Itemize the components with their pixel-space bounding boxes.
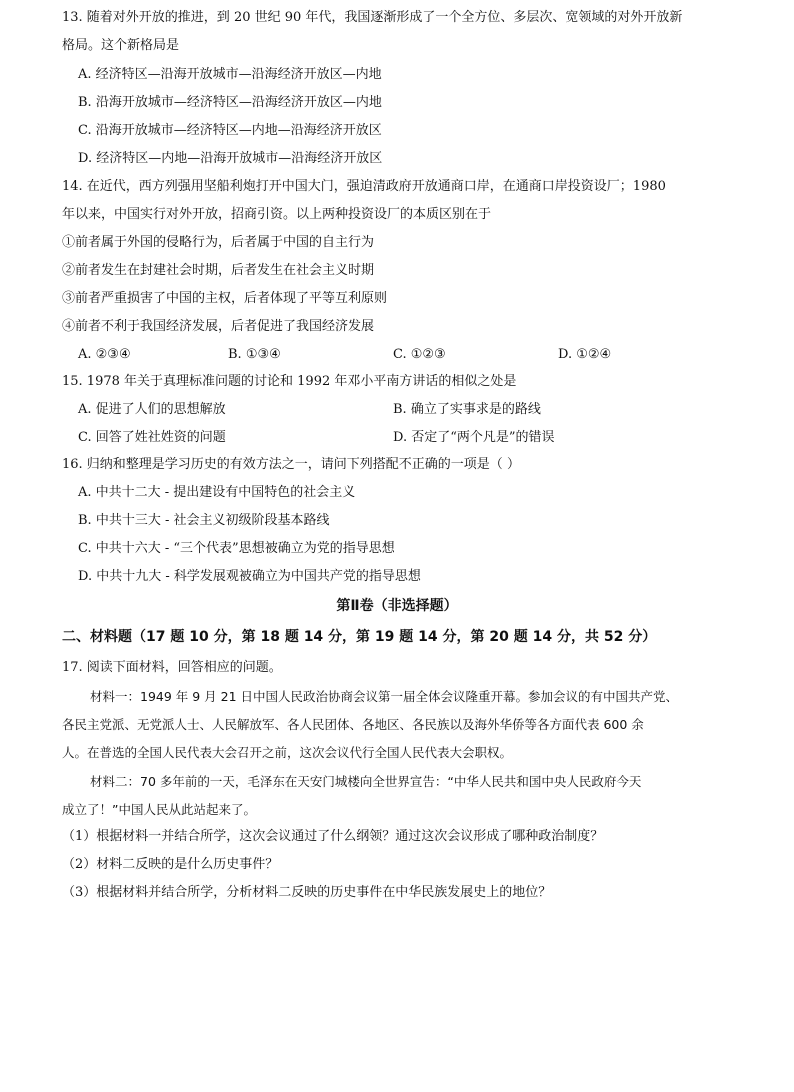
q17-subquestion-2: （2）材料二反映的是什么历史事件？ [62,857,279,872]
q17-material2-line2: 成立了！”中国人民从此站起来了。 [62,802,256,817]
q13-stem-line1: 13. 随着对外开放的推进，到 20 世纪 90 年代，我国逐渐形成了一个全方位、多层次、宽领域的对外开放新 [62,10,683,25]
q16-stem: 16. 归纳和整理是学习历史的有效方法之一，请问下列搭配不正确的一项是（ ） [62,457,520,472]
q13-option-a: A. 经济特区—沿海开放城市—沿海经济开放区—内地 [78,67,382,82]
q15-option-a: A. 促进了人们的思想解放 [78,402,226,417]
q17-material1-line1: 材料一：1949 年 9 月 21 日中国人民政治协商会议第一届全体会议隆重开幕。参加会议的有中国共产党、 [90,689,679,704]
part2-title: 第Ⅱ卷（非选择题） [336,598,458,614]
q13-option-c: C. 沿海开放城市—经济特区—内地—沿海经济开放区 [78,123,382,138]
q17-stem: 17. 阅读下面材料，回答相应的问题。 [62,660,282,675]
q14-option-a: A. ②③④ [78,347,131,362]
q13-option-d: D. 经济特区—内地—沿海开放城市—沿海经济开放区 [78,151,383,166]
q14-item-3: ③前者严重损害了中国的主权，后者体现了平等互利原则 [62,291,388,306]
q14-option-b: B. ①③④ [228,347,281,362]
q15-option-b: B. 确立了实事求是的路线 [393,402,541,417]
q16-option-b: B. 中共十三大 - 社会主义初级阶段基本路线 [78,513,330,528]
q15-stem: 15. 1978 年关于真理标准问题的讨论和 1992 年邓小平南方讲话的相似之处是 [62,374,517,389]
q14-item-4: ④前者不利于我国经济发展，后者促进了我国经济发展 [62,319,375,334]
q16-option-a: A. 中共十二大 - 提出建设有中国特色的社会主义 [78,485,356,500]
q15-option-d: D. 否定了“两个凡是”的错误 [393,430,555,445]
q13-option-b: B. 沿海开放城市—经济特区—沿海经济开放区—内地 [78,95,382,110]
q17-subquestion-1: （1）根据材料一并结合所学，这次会议通过了什么纲领？通过这次会议形成了哪种政治制度？ [62,829,604,844]
q14-item-2: ②前者发生在封建社会时期，后者发生在社会主义时期 [62,263,375,278]
q14-option-c: C. ①②③ [393,347,446,362]
q15-option-c: C. 回答了姓社姓资的问题 [78,430,226,445]
q13-stem-line2: 格局。这个新格局是 [62,38,180,53]
q17-material2-line1: 材料二：70 多年前的一天，毛泽东在天安门城楼向全世界宣告：“中华人民共和国中央人民政府今天 [90,774,642,789]
q17-material1-line3: 人。在普选的全国人民代表大会召开之前，这次会议代行全国人民代表大会职权。 [62,745,513,760]
q14-item-1: ①前者属于外国的侵略行为，后者属于中国的自主行为 [62,235,375,250]
q14-stem-line1: 14. 在近代，西方列强用坚船利炮打开中国大门，强迫清政府开放通商口岸，在通商口岸投资设厂；1980 [62,179,666,194]
q16-option-d: D. 中共十九大 - 科学发展观被确立为中国共产党的指导思想 [78,569,421,584]
q17-material1-line2: 各民主党派、无党派人士、人民解放军、各人民团体、各地区、各民族以及海外华侨等各方面代表 600 余 [62,717,644,732]
q16-option-c: C. 中共十六大 - “三个代表”思想被确立为党的指导思想 [78,541,395,556]
section2-heading: 二、材料题（17 题 10 分，第 18 题 14 分，第 19 题 14 分，第 20 题 14 分，共 52 分） [62,629,657,645]
q14-stem-line2: 年以来，中国实行对外开放，招商引资。以上两种投资设厂的本质区别在于 [62,207,492,222]
q17-subquestion-3: （3）根据材料并结合所学，分析材料二反映的历史事件在中华民族发展史上的地位？ [62,885,552,900]
q14-option-d: D. ①②④ [558,347,612,362]
